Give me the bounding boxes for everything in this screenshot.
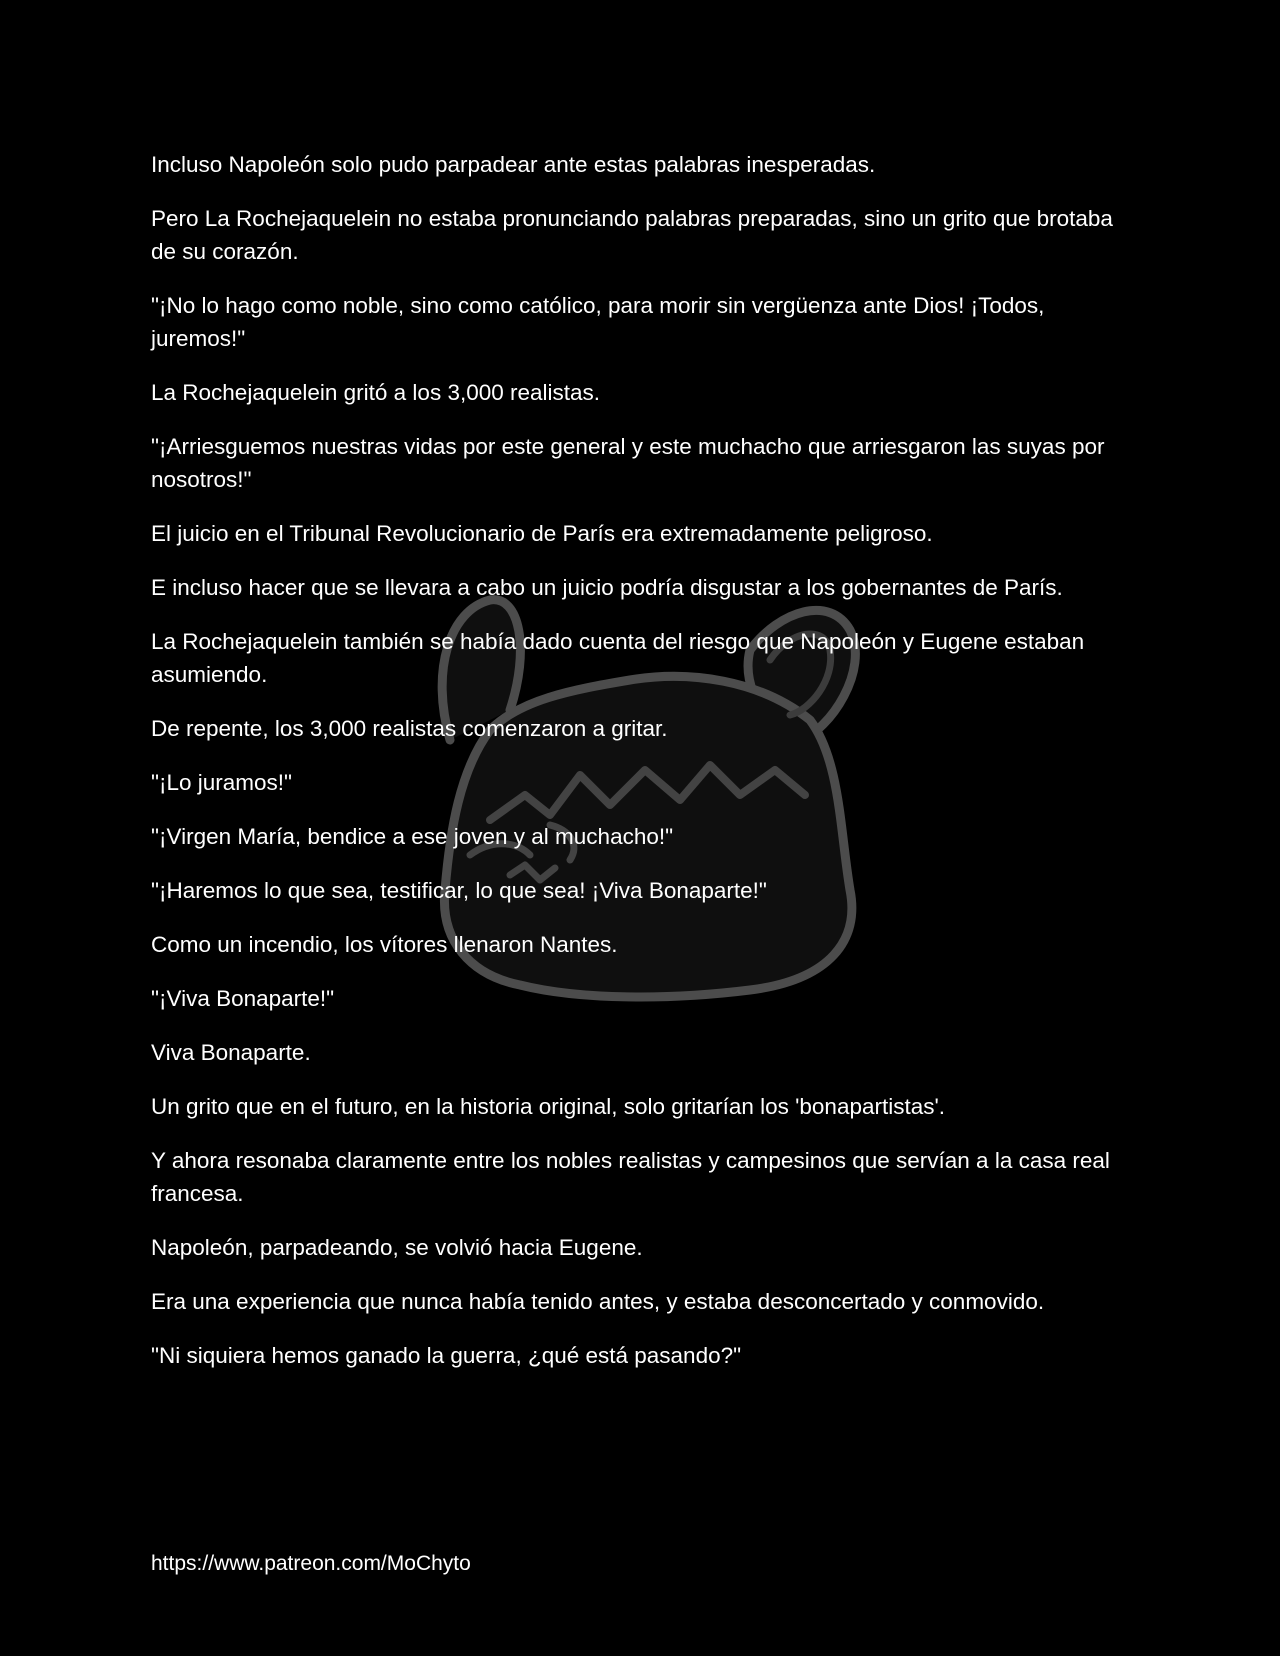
paragraph: Un grito que en el futuro, en la historia original, solo gritarían los 'bonapartistas'.: [151, 1094, 946, 1119]
paragraph: De repente, los 3,000 realistas comenzaron a gritar.: [151, 716, 668, 741]
paragraph: El juicio en el Tribunal Revolucionario de París era extremadamente peligroso.: [151, 521, 933, 546]
paragraph: "¡No lo hago como noble, sino como católico, para morir sin vergüenza ante Dios! ¡Todos, juremos!": [151, 293, 1045, 351]
paragraph: "¡Viva Bonaparte!": [151, 986, 335, 1011]
paragraph: Como un incendio, los vítores llenaron Nantes.: [151, 932, 618, 957]
paragraph: Viva Bonaparte.: [151, 1040, 311, 1065]
patreon-link[interactable]: https://www.patreon.com/MoChyto: [151, 1552, 471, 1575]
paragraph: Incluso Napoleón solo pudo parpadear ante estas palabras inesperadas.: [151, 152, 876, 177]
chapter-text: [151, 148, 1131, 1393]
paragraph: Napoleón, parpadeando, se volvió hacia Eugene.: [151, 1235, 643, 1260]
paragraph: Pero La Rochejaquelein no estaba pronunciando palabras preparadas, sino un grito que brotaba de su corazón.: [151, 206, 1113, 264]
paragraph: "Ni siquiera hemos ganado la guerra, ¿qué está pasando?": [151, 1343, 742, 1368]
paragraph: "¡Virgen María, bendice a ese joven y al muchacho!": [151, 824, 674, 849]
paragraph: Y ahora resonaba claramente entre los nobles realistas y campesinos que servían a la casa real francesa.: [151, 1148, 1110, 1206]
paragraph: La Rochejaquelein también se había dado cuenta del riesgo que Napoleón y Eugene estaban asumiendo.: [151, 629, 1085, 687]
paragraph: Era una experiencia que nunca había tenido antes, y estaba desconcertado y conmovido.: [151, 1289, 1045, 1314]
paragraph: "¡Haremos lo que sea, testificar, lo que sea! ¡Viva Bonaparte!": [151, 878, 767, 903]
paragraph: "¡Arriesguemos nuestras vidas por este general y este muchacho que arriesgaron las suyas por nosotros!": [151, 434, 1105, 492]
paragraph: E incluso hacer que se llevara a cabo un juicio podría disgustar a los gobernantes de París.: [151, 575, 1063, 600]
paragraph: "¡Lo juramos!": [151, 770, 293, 795]
paragraph: La Rochejaquelein gritó a los 3,000 realistas.: [151, 380, 601, 405]
